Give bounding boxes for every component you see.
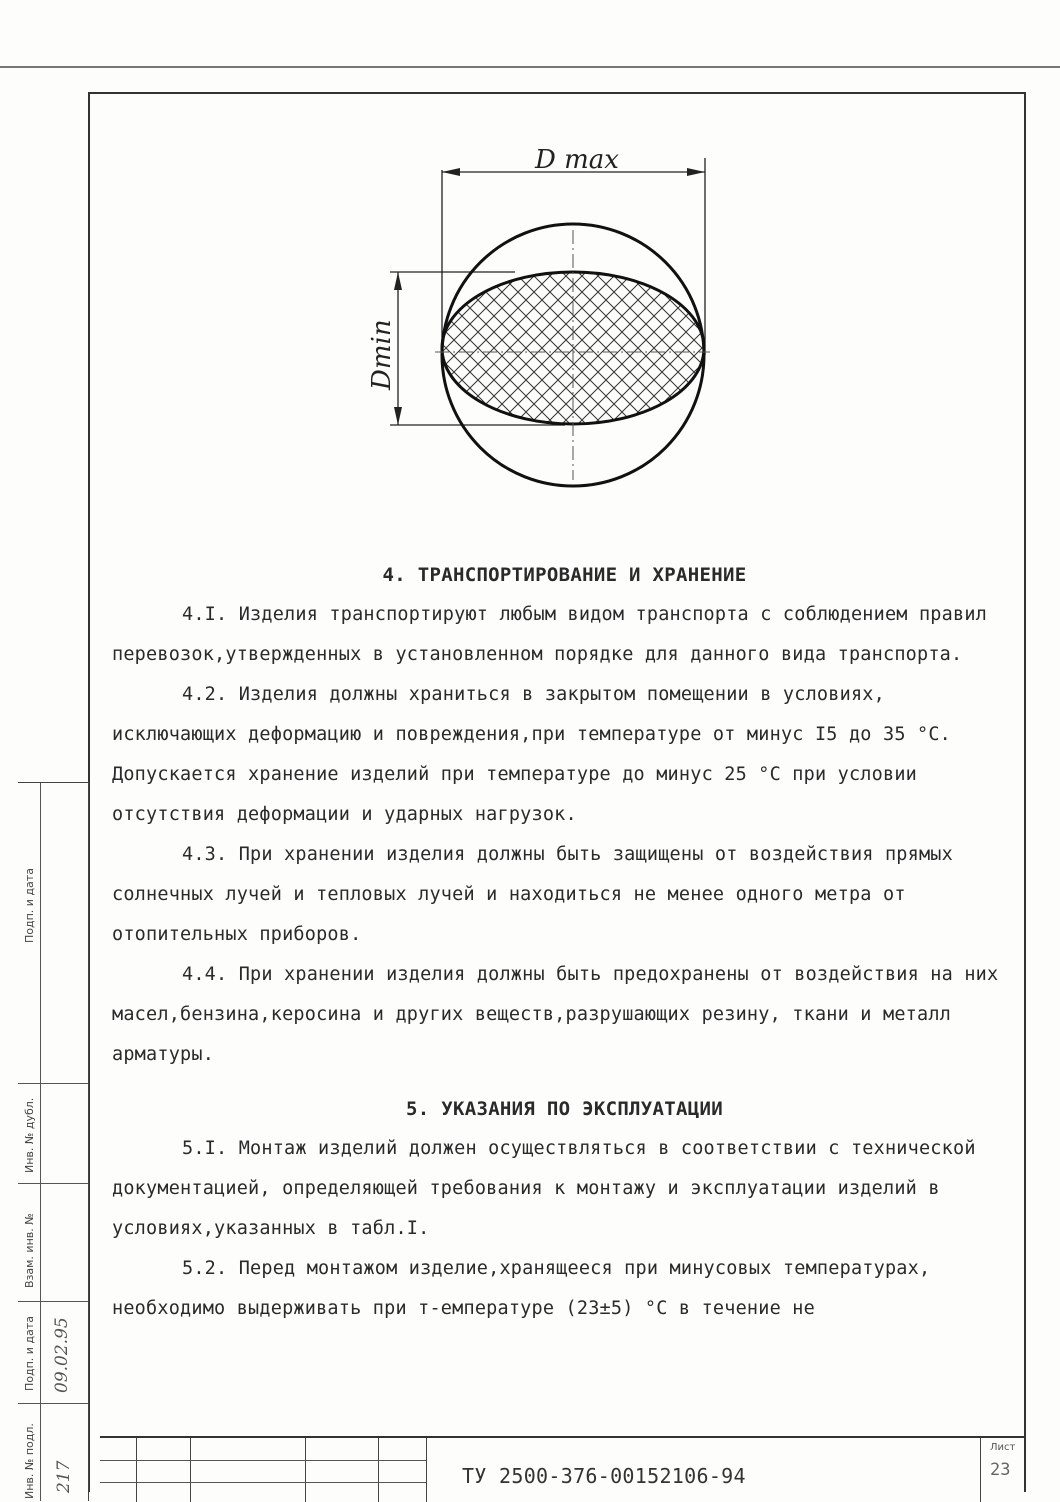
dmax-label: D max — [535, 145, 619, 175]
sheet-number: 23 — [990, 1460, 1011, 1480]
side-row-divider — [18, 1083, 88, 1084]
side-row-divider — [18, 1183, 88, 1184]
handwritten-number: 217 — [54, 1460, 74, 1493]
section-heading-4: 4. ТРАНСПОРТИРОВАНИЕ И ХРАНЕНИЕ — [382, 564, 747, 586]
paragraph-5-1: 5.I. Монтаж изделий должен осуществляться в соответствии с технической документацией, определяющей требования к монтажу и эксплуатации изделий в условиях,указанных в табл.I. — [112, 1138, 976, 1239]
body-text — [112, 555, 1017, 1329]
dmin-label: Dmin — [367, 319, 397, 390]
side-label-sign-date-top: Подп. и дата — [23, 868, 36, 943]
title-block-divider — [378, 1438, 379, 1502]
side-stamp-strip — [18, 782, 89, 1501]
side-column-divider — [40, 783, 41, 1501]
title-block — [100, 1436, 1026, 1502]
title-block-divider — [980, 1438, 981, 1502]
title-block-divider — [190, 1438, 191, 1502]
ovality-figure — [350, 140, 730, 510]
paragraph-4-2: 4.2. Изделия должны храниться в закрытом помещении в условиях, исключающих деформацию и повреждения,при температуре от минус I5 до 35 °С. Допускается хранение изделий при температуре до минус 25 °С при условии отсутствия деформации и ударных нагрузок. — [112, 684, 952, 825]
section-heading-5: 5. УКАЗАНИЯ ПО ЭКСПЛУАТАЦИИ — [406, 1098, 723, 1120]
side-label-sign-date-bottom: Подп. и дата — [23, 1316, 36, 1391]
top-rule — [0, 66, 1060, 68]
title-block-divider — [305, 1438, 306, 1502]
handwritten-date: 09.02.95 — [52, 1317, 72, 1393]
title-block-divider — [426, 1438, 427, 1502]
title-block-row — [100, 1482, 426, 1483]
document-code: ТУ 2500-376-00152106-94 — [462, 1464, 746, 1488]
side-row-divider — [18, 1301, 88, 1302]
side-label-dup-inv: Инв. № дубл. — [23, 1097, 36, 1173]
side-label-repl-inv: Взам. инв. № — [23, 1213, 36, 1288]
paragraph-4-4: 4.4. При хранении изделия должны быть предохранены от воздействия на них масел,бензина,керосина и других веществ,разрушающих резину, ткани и металл арматуры. — [112, 964, 999, 1065]
title-block-row — [100, 1460, 426, 1461]
side-row-divider — [18, 1403, 88, 1404]
paragraph-4-1: 4.I. Изделия транспортируют любым видом транспорта с соблюдением правил перевозок,утвержденных в установленном порядке для данного вида транспорта. — [112, 604, 987, 665]
title-block-divider — [136, 1438, 137, 1502]
paragraph-4-3: 4.3. При хранении изделия должны быть защищены от воздействия прямых солнечных лучей и тепловых лучей и находиться не менее одного метра от отопительных приборов. — [112, 844, 953, 945]
side-label-orig-inv: Инв. № подл. — [23, 1423, 36, 1499]
paragraph-5-2: 5.2. Перед монтажом изделие,хранящееся при минусовых температурах, необходимо выдерживать при т-емпературе (23±5) °С в течение не — [112, 1258, 931, 1319]
sheet-label: Лист — [990, 1442, 1016, 1453]
